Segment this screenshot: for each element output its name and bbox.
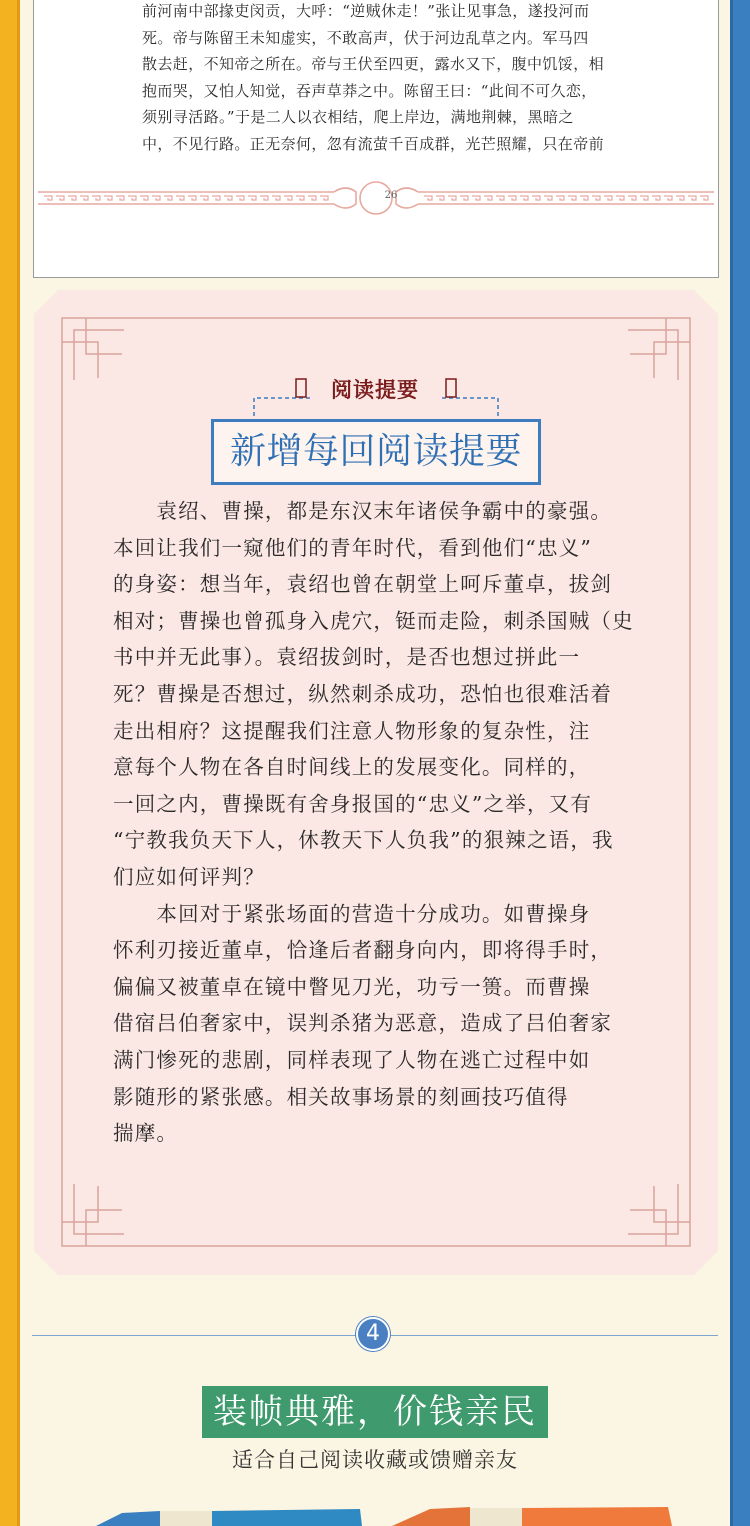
summary-line: 的身姿：想当年，袁绍也曾在朝堂上呵斥董卓，拔剑 [113,572,613,597]
summary-line: “宁教我负天下人，休教天下人负我”的狠辣之语，我 [113,828,614,853]
headline-box [202,1386,548,1438]
summary-line: 偏偏又被董卓在镜中瞥见刀光，功亏一篑。而曹操 [113,974,591,999]
book-line: 死。帝与陈留王未知虚实，不敢高声，伏于河边乱草之内。军马四 [142,28,589,47]
book-page-excerpt [33,0,719,278]
summary-line: 一回之内，曹操既有舍身报国的“忠义”之举，又有 [113,791,593,816]
right-border-strip [730,0,750,1526]
summary-text [113,493,643,1152]
summary-line: 相对；曹操也曾孤身入虎穴，铤而走险，刺杀国贼（史 [113,608,634,633]
left-border-strip [0,0,20,1526]
summary-line: 死？曹操是否想过，纵然刺杀成功，恐怕也很难活着 [113,681,613,706]
book-line: 抱而哭，又怕人知觉，吞声草莽之中。陈留王曰：“此间不可久恋， [142,81,597,100]
summary-line: 意每个人物在各自时间线上的发展变化。同样的， [113,755,591,780]
summary-line: 袁绍、曹操，都是东汉末年诸侯争霸中的豪强。 [113,499,613,523]
book-line: 中，不见行路。正无奈何，忽有流萤千百成群，光芒照耀，只在帝前 [142,134,605,153]
summary-line: 怀利刃接近董卓，恰逢后者翻身向内，即将得手时， [113,938,613,963]
book-line: 须别寻活路。”于是二人以衣相结，爬上岸边，满地荆棘，黑暗之 [142,108,574,126]
summary-line: 揣摩。 [113,1121,179,1146]
section-subhead: 适合自己阅读收藏或馈赠亲友 [232,1448,518,1472]
summary-line: 影随形的紧张感。相关故事场景的刻画技巧值得 [113,1084,569,1109]
page-number: 26 [384,190,398,201]
section-label: 阅读提要 [331,377,419,402]
book-covers-preview [0,1505,750,1526]
section-number-badge: 4 [356,1317,390,1351]
summary-line: 借宿吕伯奢家中，误判杀猪为恶意，造成了吕伯奢家 [113,1011,613,1036]
summary-line: 满门惨死的悲剧，同样表现了人物在逃亡过程中如 [113,1047,591,1072]
book-line: 前河南中部掾吏闵贡，大呼：“逆贼休走！”张让见事急，遂投河而 [142,2,590,20]
book-text [142,0,622,157]
summary-line: 们应如何评判？ [113,864,265,889]
summary-line: 本回让我们一窥他们的青年时代，看到他们“忠义” [113,535,593,560]
feature-title-box [211,419,541,485]
section-headline: 装帧典雅，价钱亲民 [213,1392,537,1432]
summary-line: 走出相府？这提醒我们注意人物形象的复杂性，注 [113,718,591,743]
summary-line: 本回对于紧张场面的营造十分成功。如曹操身 [113,901,591,926]
feature-title: 新增每回阅读提要 [229,431,522,472]
summary-line: 书中并无此事）。袁绍拔剑时，是否也想过拼此一 [113,645,581,670]
book-line: 散去赶，不知帝之所在。帝与王伏至四更，露水又下，腹中饥馁，相 [142,55,605,73]
